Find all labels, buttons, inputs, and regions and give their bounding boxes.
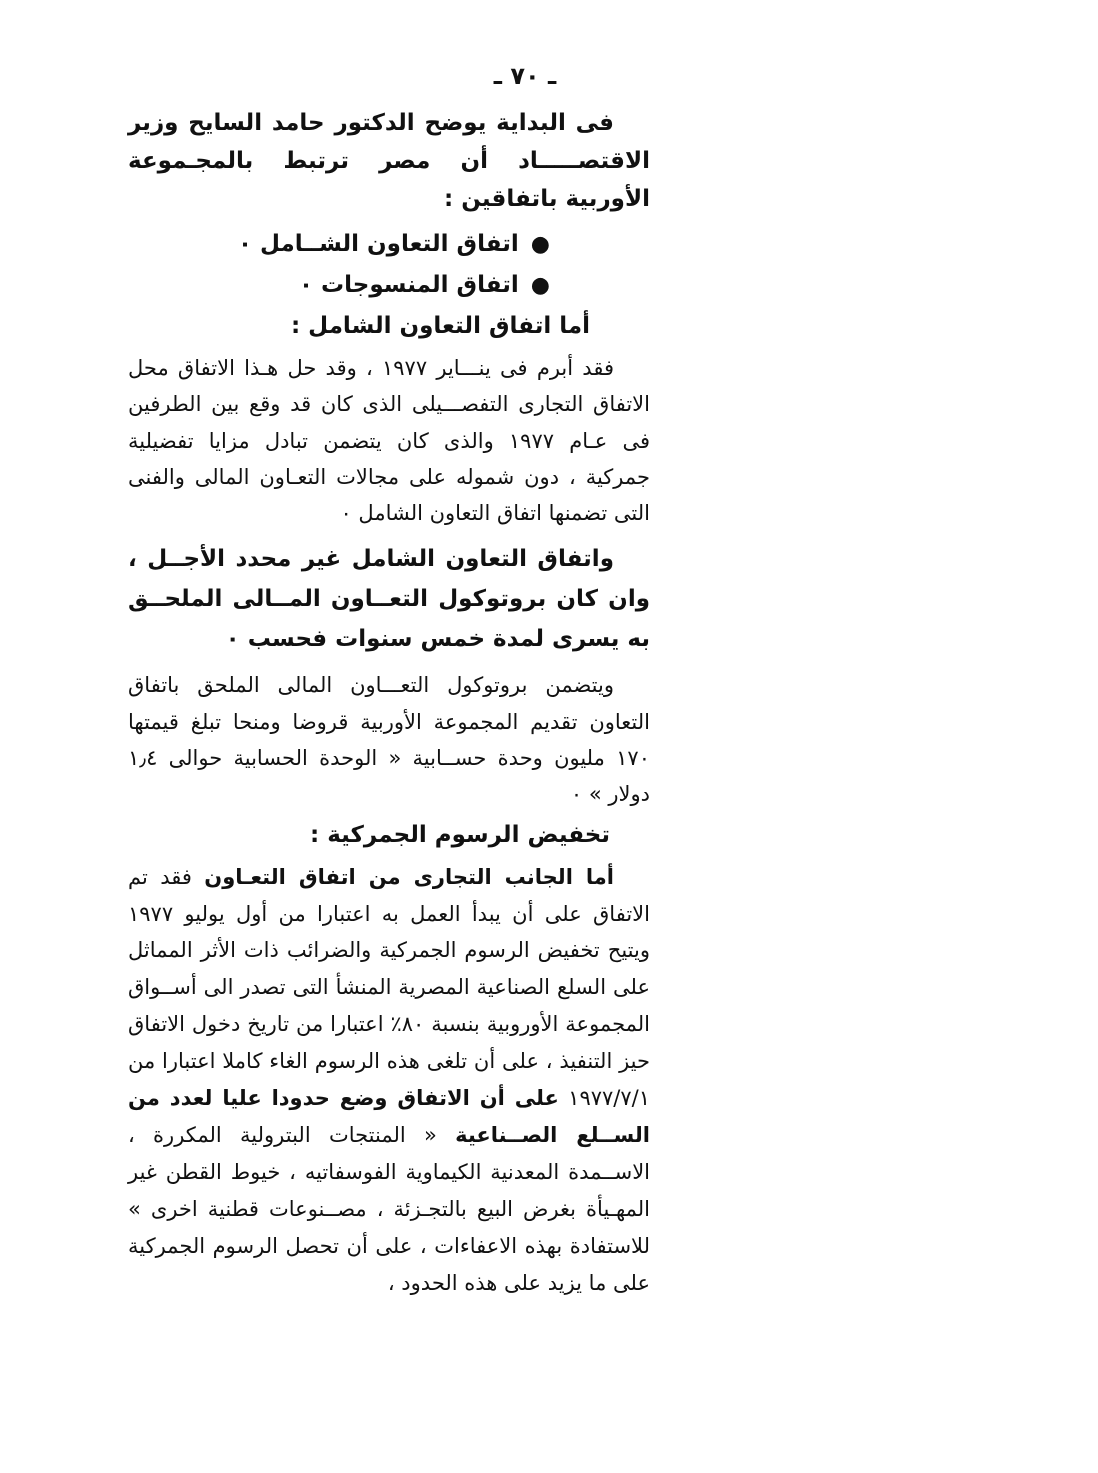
list-item-text: اتفاق المنسوجات ٠ <box>298 272 519 298</box>
bullet-icon: ● <box>530 232 550 257</box>
section-heading-customs-reduction: تخفيض الرسوم الجمركية : <box>309 821 610 848</box>
paragraph-lead-bold: أما الجانب التجارى من اتفاق التعـاون <box>204 864 614 889</box>
page-number: ـ ٧٠ ـ <box>493 62 557 90</box>
intro-paragraph: فى البداية يوضح الدكتور حامد السايح وزير الاقتصـــــاد أن مصر ترتبط بالمجـموعة الأوربية باتفاقين : <box>128 110 650 212</box>
bullet-icon: ● <box>530 273 550 298</box>
paragraph-agreement-duration: واتفاق التعاون الشامل غير محدد الأجــل ، وان كان بروتوكول التعــاون المــالى الملحــق به يسرى لمدة خمس سنوات فحسب ٠ <box>128 546 650 653</box>
list-item <box>128 224 550 265</box>
section-heading-comprehensive-agreement: أما اتفاق التعاون الشامل : <box>290 313 590 339</box>
paragraph-tariff-reduction <box>128 859 650 1302</box>
paragraph-agreement-history: فقد أبرم فى ينـــاير ١٩٧٧ ، وقد حل هـذا الاتفاق محل الاتفاق التجارى التفصـــيلى الذى كان قد وقع بين الطرفين فى عـام ١٩٧٧ والذى كان يتضمن تبادل مزايا تفضيلية جمركية ، دون شموله على مجالات التعـاون المالى والفنى التى تضمنها اتفاق التعاون الشامل ٠ <box>128 356 650 526</box>
paragraph-text: فقد تم الاتفاق على أن يبدأ العمل به اعتبارا من أول يوليو ١٩٧٧ ويتيح تخفيض الرسوم الجمركية والضرائب ذات الأثر المماثل على السلع الصناعية المصرية المنشأ التى تصدر الى أســواق المجموعة الأوروبية بنسبة ٨٠٪ اعتبارا من تاريخ دخول الاتفاق حيز التنفيذ ، على أن تلغى هذه الرسوم الغاء كاملا اعتبارا من ١٩٧٧/٧/١ <box>128 864 651 1111</box>
paragraph-emphasis-bold: على أن الاتفاق وضع حدودا عليا لعدد من الســلع الصــناعية <box>128 1086 651 1148</box>
agreements-list <box>128 224 650 306</box>
list-item <box>128 265 550 306</box>
paragraph-text: « المنتجات البترولية المكررة ، الاســمدة المعدنية الكيماوية الفوسفاتيه ، خيوط القطن غير المهـيأة بغرض البيع بالتجـزئة ، مصــنوعات قطنية اخرى » للاستفادة بهذه الاعفاءات ، على أن تحصل الرسوم الجمركية على ما يزيد على هذه الحدود ، <box>128 1123 650 1295</box>
paragraph-financial-protocol: ويتضمن بروتوكول التعـــاون المالى الملحق باتفاق التعاون تقديم المجموعة الأوربية قروضا ومنحا تبلغ قيمتها ١٧٠ مليون وحدة حســابية « الوحدة الحسابية حوالى ١٫٤ دولار » ٠ <box>128 673 650 807</box>
list-item-text: اتفاق التعاون الشــامل ٠ <box>237 231 519 257</box>
document-page <box>128 104 650 1302</box>
